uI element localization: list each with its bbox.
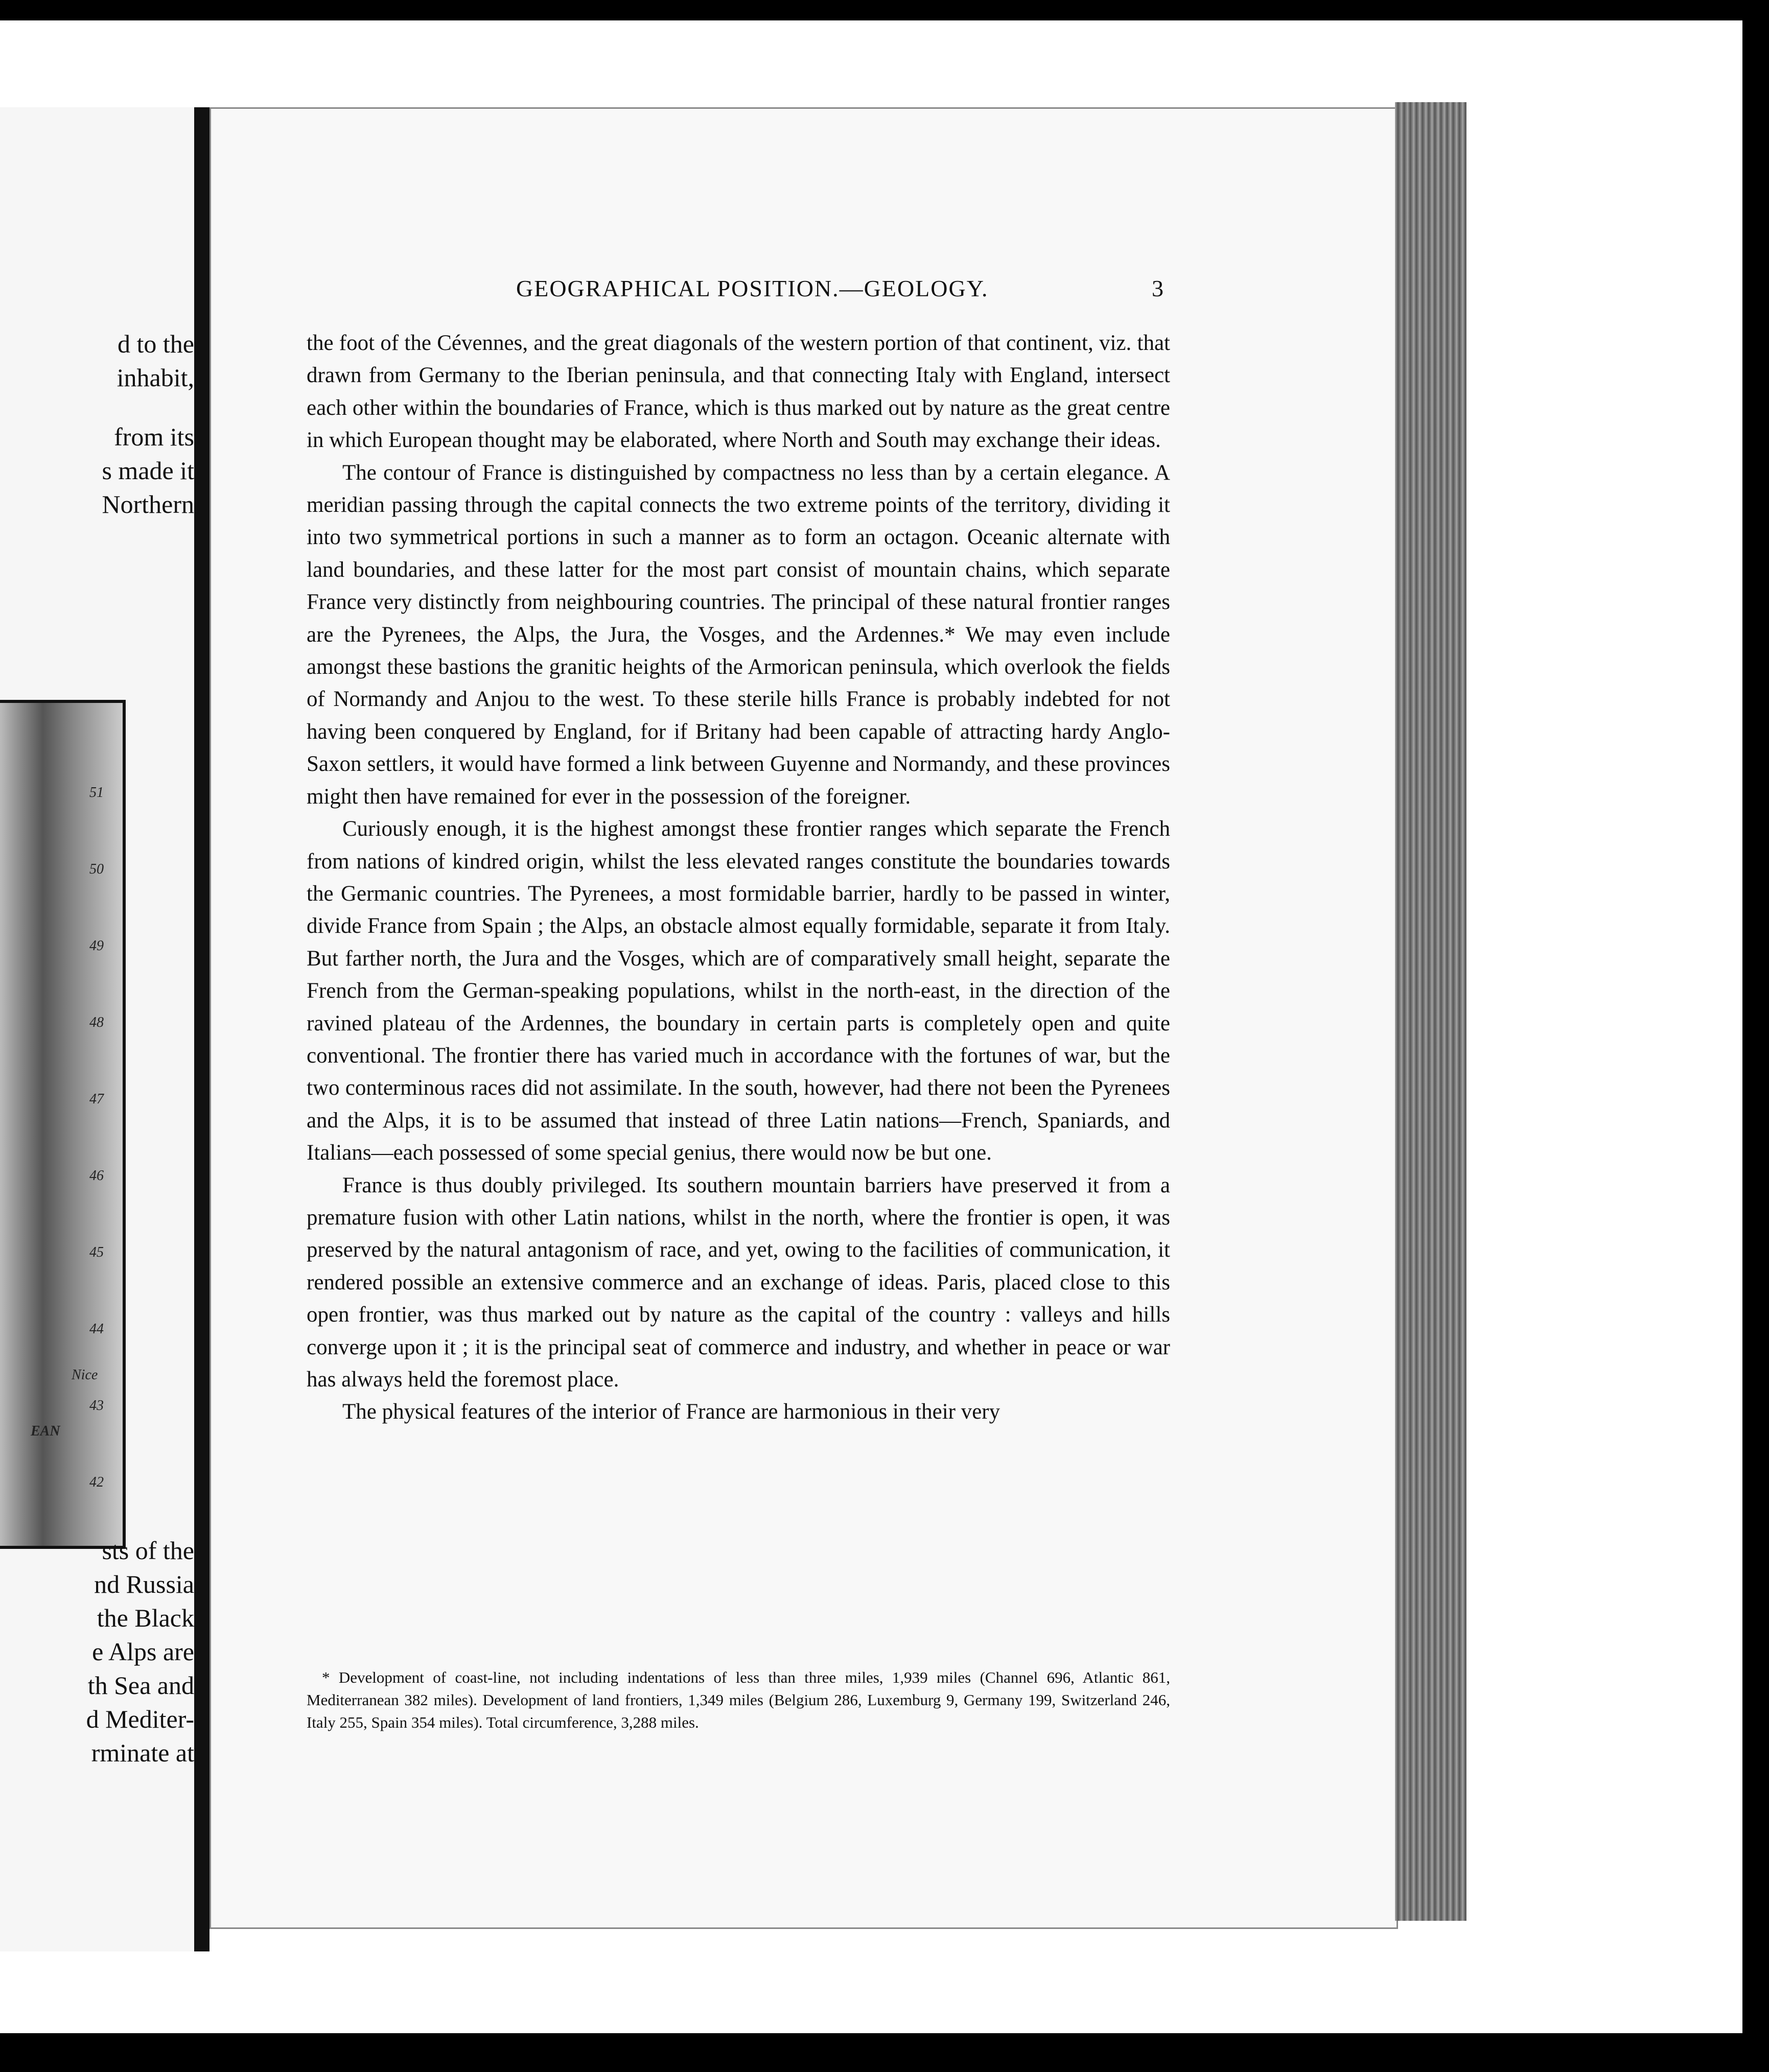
left-text-line: sts of the [102, 1536, 194, 1565]
scan-border-right [1742, 0, 1769, 2072]
left-text-line: nd Russia [94, 1570, 194, 1598]
left-text-line: th Sea and [87, 1671, 194, 1700]
book-gutter [194, 107, 210, 1951]
paragraph: The physical features of the interior of France are harmonious in their very [342, 1400, 1000, 1424]
left-text-line: inhabit, [117, 363, 194, 392]
map-latitude-tick: 48 [89, 1015, 104, 1030]
footnote [307, 1666, 1170, 1734]
running-header: GEOGRAPHICAL POSITION.—GEOLOGY. [516, 275, 989, 301]
map-place-label: Nice [72, 1367, 98, 1383]
paragraph: France is thus doubly privileged. Its southern mountain barriers have preserved it from a premature fusion with other Latin nations, whilst in the north, where the frontier is open, it was preserved by the natural antagonism of race, and yet, owing to the facilities of communication, it rendered possible an extensive commerce and an exchange of ideas. Paris, placed close to this open frontier, was thus marked out by nature as the capital of the country : valleys and hills converge upon it ; it is the principal seat of commerce and industry, and whether in peace or war has always held the foremost place. [307, 1173, 1170, 1392]
left-facing-page [0, 107, 194, 1951]
left-text-line: d Mediter- [86, 1705, 194, 1733]
paragraph: the foot of the Cévennes, and the great diagonals of the western portion of that continent, viz. that drawn from Germany to the Iberian peninsula, and that connecting Italy with England, intersect each other within the boundaries of France, which is thus marked out by nature as the great centre in which European thought may be elaborated, where North and South may exchange their ideas. [307, 331, 1170, 453]
scan-border-top [0, 0, 1769, 20]
body-text [307, 327, 1170, 1428]
map-latitude-tick: 46 [89, 1168, 104, 1184]
page-edges [1395, 102, 1467, 1921]
map-latitude-tick: 51 [89, 785, 104, 800]
map-latitude-tick: 49 [89, 938, 104, 954]
scan-border-bottom [0, 2033, 1769, 2072]
left-text-line: from its [114, 422, 194, 451]
map-latitude-tick: 42 [89, 1474, 104, 1490]
map-latitude-tick: 50 [89, 861, 104, 877]
map-fragment [0, 700, 126, 1549]
left-text-line: s made it [102, 456, 194, 485]
map-sea-label: EAN [31, 1423, 60, 1439]
paragraph: The contour of France is distinguished by compactness no less than by a certain elegance. A meridian passing through the capital connects the two extreme points of the territory, dividing it into two symmetrical portions in such a manner as to form an octagon. Oceanic alternate with land boundaries, and these latter for the most part consist of mountain chains, which separate France very distinctly from neighbouring countries. The principal of these natural frontier ranges are the Pyrenees, the Alps, the Jura, the Vosges, and the Ardennes.* We may even include amongst these bastions the granitic heights of the Armorican peninsula, which overlook the fields of Normandy and Anjou to the west. To these sterile hills France is probably indebted for not having been conquered by England, for if Britany had been capable of attracting hardy Anglo-Saxon settlers, it would have formed a link between Guyenne and Normandy, and these provinces might then have remained for ever in the possession of the foreigner. [307, 460, 1170, 809]
paragraph: Curiously enough, it is the highest amongst these frontier ranges which separate the French from nations of kindred origin, whilst the less elevated ranges constitute the boundaries towards the Germanic countries. The Pyrenees, a most formidable barrier, hardly to be passed in winter, divide France from Spain ; the Alps, an obstacle almost equally formidable, separate it from Italy. But farther north, the Jura and the Vosges, which are of comparatively small height, separate the French from the German-speaking populations, whilst in the north-east, in the direction of the ravined plateau of the Ardennes, the boundary in certain parts is completely open and quite conventional. The frontier there has varied much in accordance with the fortunes of war, but the two conterminous races did not assimilate. In the south, however, had there not been the Pyrenees and the Alps, it is to be assumed that instead of three Latin nations—French, Spaniards, and Italians—each possessed of some special genius, there would now be but one. [307, 817, 1170, 1165]
map-latitude-tick: 44 [89, 1321, 104, 1337]
left-text-line: rminate at [91, 1738, 194, 1767]
map-latitude-tick: 43 [89, 1398, 104, 1414]
map-latitude-tick: 45 [89, 1244, 104, 1260]
left-text-line: d to the [118, 329, 194, 358]
left-text-line: e Alps are [92, 1637, 194, 1666]
footnote-text: * Development of coast-line, not including indentations of less than three miles, 1,939 miles (Channel 696, Atlantic 861, Mediterranean 382 miles). Development of land frontiers, 1,349 miles (Belgium 286, Luxemburg 9, Germany 199, Switzerland 246, Italy 255, Spain 354 miles). Total circumference, 3,288 miles. [307, 1668, 1170, 1731]
page-number: 3 [1152, 275, 1163, 301]
map-latitude-tick: 47 [89, 1091, 104, 1107]
left-text-line: the Black [97, 1604, 194, 1632]
left-text-line: Northern [102, 490, 194, 519]
